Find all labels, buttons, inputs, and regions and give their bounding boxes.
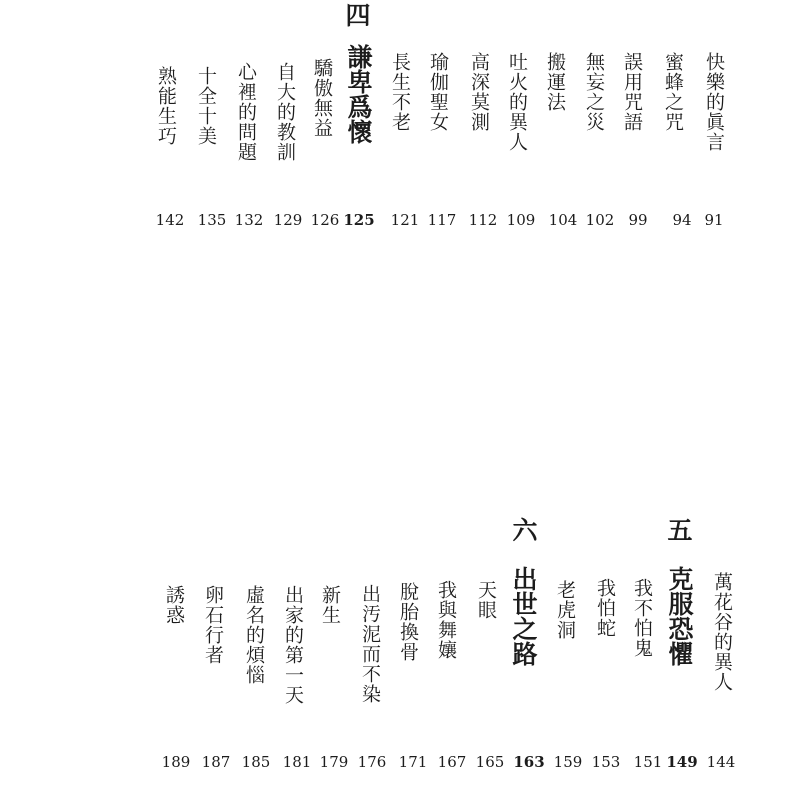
toc-entry-title: 長生不老 [389,52,411,132]
toc-entry-page-number: 117 [427,211,457,229]
toc-entry-page-number: 163 [513,753,545,771]
toc-entry-title: 我不怕鬼 [631,578,653,658]
toc-entry-title: 誤用咒語 [621,52,643,132]
toc-entry-title: 脫胎換骨 [397,582,419,662]
toc-entry-page-number: 189 [161,753,191,771]
toc-entry-page-number: 129 [273,211,303,229]
toc-entry-page-number: 171 [398,753,428,771]
toc-entry-page-number: 181 [282,753,312,771]
section-number-four: 四 [345,1,371,30]
toc-entry-page-number: 179 [319,753,349,771]
toc-entry-page-number: 165 [475,753,505,771]
toc-entry-title: 虛名的煩惱 [243,585,265,685]
toc-entry-title: 無妄之災 [583,52,605,132]
toc-entry-title: 誘惑 [163,585,185,625]
toc-entry-title: 吐火的異人 [506,52,528,152]
toc-entry-title: 克服恐懼 [665,566,694,666]
toc-entry-title: 心裡的問題 [235,62,257,162]
toc-entry-title: 出世之路 [509,566,538,666]
toc-entry-page-number: 159 [553,753,583,771]
toc-entry-title: 高深莫測 [468,52,490,132]
toc-entry-page-number: 151 [633,753,663,771]
toc-entry-page-number: 149 [666,753,698,771]
toc-entry-title: 天眼 [475,580,497,620]
toc-entry-title: 我與舞孃 [435,580,457,660]
toc-entry-title: 謙卑爲懷 [344,44,373,144]
toc-entry-title: 驕傲無益 [311,58,333,138]
section-number-six: 六 [512,516,538,545]
toc-entry-title: 瑜伽聖女 [427,52,449,132]
toc-entry-page-number: 144 [706,753,736,771]
toc-entry-page-number: 185 [241,753,271,771]
toc-entry-page-number: 132 [234,211,264,229]
toc-entry-title: 快樂的眞言 [703,52,725,152]
toc-entry-title: 出家的第一天 [282,585,304,705]
toc-entry-page-number: 109 [506,211,536,229]
toc-entry-title: 搬運法 [544,52,566,112]
toc-entry-page-number: 135 [197,211,227,229]
toc-entry-title: 萬花谷的異人 [711,572,733,692]
toc-entry-title: 蜜蜂之咒 [662,52,684,132]
toc-entry-page-number: 94 [672,211,692,229]
toc-entry-page-number: 102 [585,211,615,229]
toc-entry-page-number: 126 [310,211,340,229]
toc-entry-title: 熟能生巧 [155,66,177,146]
toc-entry-page-number: 91 [704,211,724,229]
toc-entry-page-number: 142 [155,211,185,229]
toc-entry-title: 老虎洞 [554,580,576,640]
section-number-five: 五 [667,516,693,545]
toc-entry-title: 卵石行者 [202,585,224,665]
toc-entry-page-number: 167 [437,753,467,771]
toc-entry-page-number: 176 [357,753,387,771]
toc-entry-title: 我怕蛇 [594,578,616,638]
toc-entry-title: 出汚泥而不染 [359,584,381,704]
toc-entry-title: 十全十美 [195,66,217,146]
toc-entry-page-number: 121 [390,211,420,229]
toc-entry-page-number: 187 [201,753,231,771]
toc-entry-title: 自大的教訓 [274,62,296,162]
toc-entry-page-number: 112 [468,211,498,229]
toc-entry-page-number: 125 [343,211,375,229]
toc-entry-page-number: 99 [628,211,648,229]
toc-entry-page-number: 153 [591,753,621,771]
toc-entry-title: 新生 [319,585,341,625]
toc-entry-page-number: 104 [548,211,578,229]
